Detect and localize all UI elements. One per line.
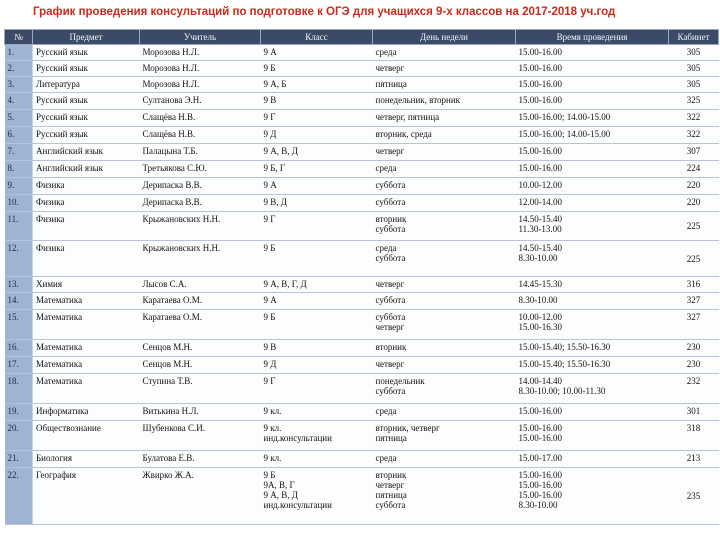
cell-room: 322 bbox=[669, 110, 719, 127]
cell-day: среда суббота bbox=[373, 241, 516, 277]
cell-number: 19. bbox=[5, 404, 33, 421]
cell-number: 20. bbox=[5, 421, 33, 451]
cell-day: вторник, четверг пятница bbox=[373, 421, 516, 451]
col-header-number: № bbox=[5, 30, 33, 45]
cell-teacher: Дерипаска В.В. bbox=[140, 195, 261, 212]
table-row bbox=[5, 340, 719, 357]
cell-subject: Английский язык bbox=[33, 161, 140, 178]
cell-number: 8. bbox=[5, 161, 33, 178]
cell-subject: Биология bbox=[33, 451, 140, 468]
cell-number: 3. bbox=[5, 77, 33, 93]
cell-number: 16. bbox=[5, 340, 33, 357]
col-header-room: Кабинет bbox=[669, 30, 719, 45]
cell-subject: Химия bbox=[33, 277, 140, 293]
cell-time: 8.30-10.00 bbox=[516, 293, 669, 310]
cell-class: 9 Б bbox=[261, 241, 373, 277]
cell-subject: Русский язык bbox=[33, 45, 140, 61]
table-row bbox=[5, 357, 719, 374]
cell-subject: Физика bbox=[33, 178, 140, 195]
cell-day: понедельник, вторник bbox=[373, 93, 516, 110]
cell-subject: Русский язык bbox=[33, 110, 140, 127]
cell-teacher: Морозова Н.Л. bbox=[140, 45, 261, 61]
cell-time: 15.00-15.40; 15.50-16.30 bbox=[516, 340, 669, 357]
cell-number: 2. bbox=[5, 61, 33, 77]
cell-class: 9 кл. bbox=[261, 451, 373, 468]
cell-day: среда bbox=[373, 161, 516, 178]
cell-room: 327 bbox=[669, 310, 719, 340]
cell-time: 15.00-16.00 bbox=[516, 93, 669, 110]
cell-class: 9 Б, Г bbox=[261, 161, 373, 178]
cell-day: суббота четверг bbox=[373, 310, 516, 340]
cell-day: среда bbox=[373, 451, 516, 468]
cell-time: 15.00-16.00 bbox=[516, 161, 669, 178]
cell-time: 15.00-16.00 bbox=[516, 77, 669, 93]
cell-class: 9 Г bbox=[261, 212, 373, 241]
table-row bbox=[5, 293, 719, 310]
cell-room: 305 bbox=[669, 77, 719, 93]
cell-teacher: Каратаева О.М. bbox=[140, 310, 261, 340]
cell-number: 4. bbox=[5, 93, 33, 110]
cell-teacher: Ступина Т.В. bbox=[140, 374, 261, 404]
cell-class: 9 В bbox=[261, 93, 373, 110]
cell-day: четверг, пятница bbox=[373, 110, 516, 127]
cell-subject: Математика bbox=[33, 293, 140, 310]
table-row bbox=[5, 178, 719, 195]
table-row bbox=[5, 374, 719, 404]
cell-time: 14.50-15.40 8.30-10.00 bbox=[516, 241, 669, 277]
cell-subject: Математика bbox=[33, 340, 140, 357]
cell-teacher: Крыжановских Н.Н. bbox=[140, 212, 261, 241]
cell-teacher: Третьякова С.Ю. bbox=[140, 161, 261, 178]
cell-time: 15.00-17.00 bbox=[516, 451, 669, 468]
cell-day: среда bbox=[373, 45, 516, 61]
cell-class: 9 Д bbox=[261, 357, 373, 374]
cell-subject: Физика bbox=[33, 241, 140, 277]
cell-room: 220 bbox=[669, 178, 719, 195]
table-row bbox=[5, 404, 719, 421]
cell-teacher: Слащёва Н.В. bbox=[140, 127, 261, 144]
cell-time: 10.00-12.00 15.00-16.30 bbox=[516, 310, 669, 340]
cell-room: 301 bbox=[669, 404, 719, 421]
cell-room: 232 bbox=[669, 374, 719, 404]
page-title: График проведения консультаций по подготовке к ОГЭ для учащихся 9-х классов на 2017-2018 уч.год bbox=[33, 6, 616, 18]
cell-subject: Английский язык bbox=[33, 144, 140, 161]
table-row bbox=[5, 451, 719, 468]
cell-subject: Физика bbox=[33, 195, 140, 212]
table-row bbox=[5, 127, 719, 144]
cell-number: 11. bbox=[5, 212, 33, 241]
cell-teacher: Шубенкова С.И. bbox=[140, 421, 261, 451]
cell-time: 12.00-14.00 bbox=[516, 195, 669, 212]
cell-room: 325 bbox=[669, 93, 719, 110]
cell-subject: Математика bbox=[33, 310, 140, 340]
cell-teacher: Дерипаска В.В. bbox=[140, 178, 261, 195]
cell-subject: Физика bbox=[33, 212, 140, 241]
cell-day: четверг bbox=[373, 357, 516, 374]
cell-class: 9 А bbox=[261, 178, 373, 195]
cell-class: 9 В, Д bbox=[261, 195, 373, 212]
cell-day: четверг bbox=[373, 144, 516, 161]
cell-teacher: Витькина Н.Л. bbox=[140, 404, 261, 421]
cell-time: 14.50-15.40 11.30-13.00 bbox=[516, 212, 669, 241]
cell-number: 7. bbox=[5, 144, 33, 161]
cell-time: 15.00-16.00 15.00-16.00 bbox=[516, 421, 669, 451]
cell-teacher: Морозова Н.Л. bbox=[140, 77, 261, 93]
cell-day: суббота bbox=[373, 195, 516, 212]
cell-subject: Русский язык bbox=[33, 127, 140, 144]
cell-subject: Русский язык bbox=[33, 61, 140, 77]
cell-class: 9 Д bbox=[261, 127, 373, 144]
cell-number: 21. bbox=[5, 451, 33, 468]
cell-number: 18. bbox=[5, 374, 33, 404]
cell-day: понедельник суббота bbox=[373, 374, 516, 404]
cell-time: 15.00-16.00; 14.00-15.00 bbox=[516, 110, 669, 127]
cell-room: 316 bbox=[669, 277, 719, 293]
cell-subject: Русский язык bbox=[33, 93, 140, 110]
cell-time: 15.00-16.00 bbox=[516, 144, 669, 161]
cell-class: 9 А, Б bbox=[261, 77, 373, 93]
cell-number: 10. bbox=[5, 195, 33, 212]
cell-teacher: Булатова Е.В. bbox=[140, 451, 261, 468]
cell-room: 327 bbox=[669, 293, 719, 310]
cell-room: 224 bbox=[669, 161, 719, 178]
cell-class: 9 В bbox=[261, 340, 373, 357]
cell-class: 9 Б bbox=[261, 61, 373, 77]
cell-number: 6. bbox=[5, 127, 33, 144]
table-row bbox=[5, 93, 719, 110]
cell-day: четверг bbox=[373, 277, 516, 293]
cell-class: 9 Б 9А, В, Г 9 А, В, Д инд.консультации bbox=[261, 468, 373, 525]
cell-number: 5. bbox=[5, 110, 33, 127]
cell-room: 305 bbox=[669, 61, 719, 77]
cell-day: вторник bbox=[373, 340, 516, 357]
cell-class: 9 Б bbox=[261, 310, 373, 340]
cell-teacher: Жвирко Ж.А. bbox=[140, 468, 261, 525]
cell-subject: Обществознание bbox=[33, 421, 140, 451]
table-row bbox=[5, 468, 719, 525]
cell-teacher: Сенцов М.Н. bbox=[140, 340, 261, 357]
cell-time: 15.00-16.00; 14.00-15.00 bbox=[516, 127, 669, 144]
cell-number: 22. bbox=[5, 468, 33, 525]
cell-time: 15.00-16.00 bbox=[516, 45, 669, 61]
table-row bbox=[5, 61, 719, 77]
cell-day: суббота bbox=[373, 178, 516, 195]
cell-room: 307 bbox=[669, 144, 719, 161]
cell-class: 9 Г bbox=[261, 374, 373, 404]
col-header-teacher: Учитель bbox=[140, 30, 261, 45]
cell-time: 15.00-16.00 bbox=[516, 404, 669, 421]
col-header-time: Время проведения bbox=[516, 30, 669, 45]
cell-subject: География bbox=[33, 468, 140, 525]
cell-time: 10.00-12.00 bbox=[516, 178, 669, 195]
cell-teacher: Слащёва Н.В. bbox=[140, 110, 261, 127]
table-row bbox=[5, 421, 719, 451]
cell-number: 14. bbox=[5, 293, 33, 310]
table-row bbox=[5, 277, 719, 293]
consultation-schedule-table bbox=[4, 29, 719, 525]
cell-room: 318 bbox=[669, 421, 719, 451]
cell-teacher: Лысов С.А. bbox=[140, 277, 261, 293]
cell-room: 235 bbox=[669, 468, 719, 525]
cell-teacher: Палацына Т.Б. bbox=[140, 144, 261, 161]
cell-number: 1. bbox=[5, 45, 33, 61]
cell-day: среда bbox=[373, 404, 516, 421]
cell-number: 15. bbox=[5, 310, 33, 340]
cell-subject: Математика bbox=[33, 357, 140, 374]
cell-room: 225 bbox=[669, 241, 719, 277]
cell-day: суббота bbox=[373, 293, 516, 310]
cell-day: вторник четверг пятница суббота bbox=[373, 468, 516, 525]
cell-room: 322 bbox=[669, 127, 719, 144]
cell-class: 9 кл. инд.консультации bbox=[261, 421, 373, 451]
cell-class: 9 Г bbox=[261, 110, 373, 127]
cell-class: 9 А, В, Д bbox=[261, 144, 373, 161]
cell-day: четверг bbox=[373, 61, 516, 77]
cell-room: 230 bbox=[669, 340, 719, 357]
cell-room: 213 bbox=[669, 451, 719, 468]
table-row bbox=[5, 161, 719, 178]
table-row bbox=[5, 144, 719, 161]
cell-teacher: Крыжановских Н.Н. bbox=[140, 241, 261, 277]
table-header-row bbox=[5, 30, 719, 45]
cell-class: 9 кл. bbox=[261, 404, 373, 421]
cell-teacher: Султанова Э.Н. bbox=[140, 93, 261, 110]
cell-teacher: Сенцов М.Н. bbox=[140, 357, 261, 374]
cell-room: 305 bbox=[669, 45, 719, 61]
col-header-day: День недели bbox=[373, 30, 516, 45]
cell-room: 220 bbox=[669, 195, 719, 212]
cell-teacher: Каратаева О.М. bbox=[140, 293, 261, 310]
cell-time: 15.00-15.40; 15.50-16.30 bbox=[516, 357, 669, 374]
cell-number: 13. bbox=[5, 277, 33, 293]
table-row bbox=[5, 45, 719, 61]
cell-time: 15.00-16.00 15.00-16.00 15.00-16.00 8.30-10.00 bbox=[516, 468, 669, 525]
cell-time: 15.00-16.00 bbox=[516, 61, 669, 77]
cell-class: 9 А bbox=[261, 45, 373, 61]
table-row bbox=[5, 195, 719, 212]
cell-number: 17. bbox=[5, 357, 33, 374]
col-header-class: Класс bbox=[261, 30, 373, 45]
cell-time: 14.00-14.40 8.30-10.00; 10.00-11.30 bbox=[516, 374, 669, 404]
cell-time: 14.45-15.30 bbox=[516, 277, 669, 293]
cell-subject: Информатика bbox=[33, 404, 140, 421]
cell-class: 9 А bbox=[261, 293, 373, 310]
col-header-subject: Предмет bbox=[33, 30, 140, 45]
table-row bbox=[5, 110, 719, 127]
cell-number: 12. bbox=[5, 241, 33, 277]
cell-day: вторник суббота bbox=[373, 212, 516, 241]
cell-subject: Литература bbox=[33, 77, 140, 93]
table-row bbox=[5, 310, 719, 340]
table-row bbox=[5, 241, 719, 277]
cell-room: 230 bbox=[669, 357, 719, 374]
cell-teacher: Морозова Н.Л. bbox=[140, 61, 261, 77]
cell-subject: Математика bbox=[33, 374, 140, 404]
table-row bbox=[5, 77, 719, 93]
cell-day: пятница bbox=[373, 77, 516, 93]
cell-class: 9 А, В, Г, Д bbox=[261, 277, 373, 293]
cell-day: вторник, среда bbox=[373, 127, 516, 144]
cell-room: 225 bbox=[669, 212, 719, 241]
cell-number: 9. bbox=[5, 178, 33, 195]
table-row bbox=[5, 212, 719, 241]
